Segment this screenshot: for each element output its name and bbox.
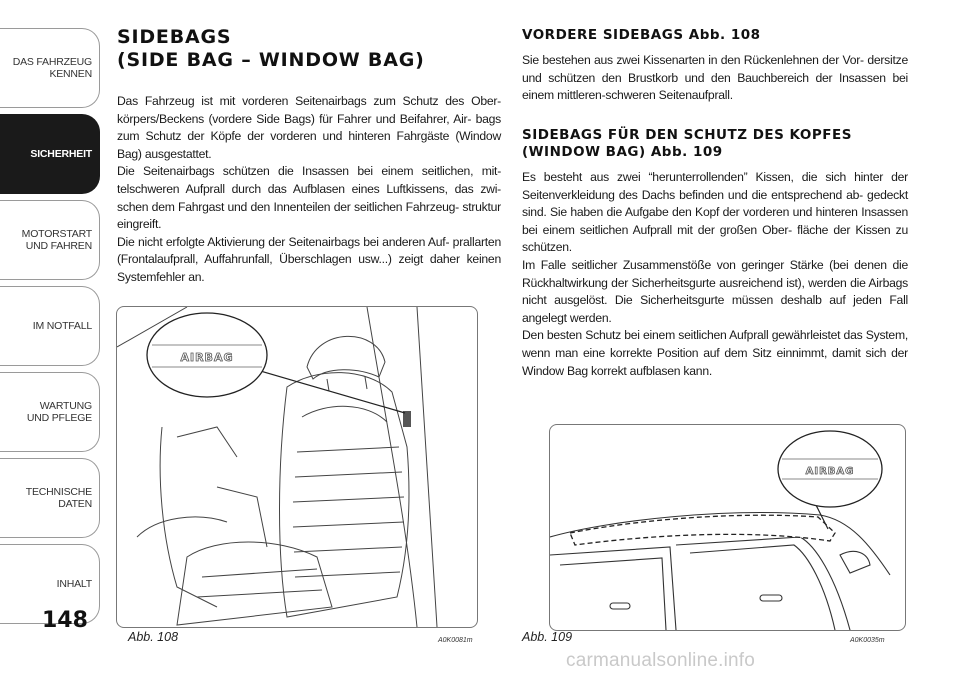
- tab-motorstart-und-fahren[interactable]: MOTORSTART UND FAHREN: [0, 200, 100, 280]
- left-paragraph: Die Seitenairbags schützen die Insassen bei einem seitlichen, mit- telschweren Aufprall durch das Aufblasen eines Luftkissens, das zwi- schen dem Fahrgast und den Innenteilen der seitlichen Fahrzeug- struktur eingreift.: [117, 164, 501, 232]
- right-paragraph: Sie bestehen aus zwei Kissenarten in den Rückenlehnen der Vor- dersitze und schützen den Brustkorb und den Bauchbereich der Insassen bei einem mittleren-schweren Seitenaufprall.: [522, 53, 908, 103]
- heading-window-bag: [522, 127, 852, 161]
- left-paragraph: Die nicht erfolgte Aktivierung der Seitenairbags bei anderen Auf- prallarten (Frontalaufprall, Auffahrunfall, Überschlagen usw...) zeigt daher keinen Systemfehler an.: [117, 234, 501, 284]
- tab-technische-daten[interactable]: TECHNISCHE DATEN: [0, 458, 100, 538]
- caption-109: Abb. 109: [522, 630, 573, 644]
- caption-108: Abb. 108: [128, 630, 179, 644]
- seat-illustration: [117, 307, 477, 627]
- page-title-line2: (SIDE BAG – WINDOW BAG): [117, 49, 425, 71]
- heading-window-bag-line2: (WINDOW BAG) Abb. 109: [522, 144, 723, 160]
- tab-wartung-und-pflege[interactable]: WARTUNG UND PFLEGE: [0, 372, 100, 452]
- right-paragraph: Im Falle seitlicher Zusammenstöße von geringer Stärke (bei denen die Rückhaltwirkung der Sicherheitsgurte ausreichend ist), werden die Airbags nicht ausgelöst. Die Sicherheitsgurte müssen deshalb auf jeden Fall angelegt werden.: [522, 257, 908, 325]
- window-bag-outline: [570, 515, 835, 545]
- image-code-109: A0K0035m: [850, 637, 885, 644]
- tab-im-notfall[interactable]: IM NOTFALL: [0, 286, 100, 366]
- page-number: 148: [42, 608, 88, 633]
- heading-vordere-sidebags: VORDERE SIDEBAGS Abb. 108: [522, 27, 761, 43]
- figure-108-seat-airbag: [116, 306, 478, 628]
- window-bag-illustration: [550, 425, 905, 630]
- watermark: carmanualsonline.info: [566, 650, 756, 671]
- right-body-text-2: [522, 169, 908, 380]
- airbag-label-109: AIRBAG: [805, 466, 855, 477]
- figure-109-window-bag: [549, 424, 906, 631]
- right-body-text-1: [522, 52, 908, 105]
- tab-inhalt[interactable]: INHALT: [0, 544, 100, 624]
- left-paragraph: Das Fahrzeug ist mit vorderen Seitenairbags zum Schutz des Ober- körpers/Beckens (vordere Side Bags) für Fahrer und Beifahrer, Air- bags zum Schutz der Köpfe der vorderen und hinteren Fahrgäste (Window Bag) ausgestattet.: [117, 94, 501, 161]
- left-body-text: [117, 93, 501, 287]
- tab-das-fahrzeug-kennen[interactable]: DAS FAHRZEUG KENNEN: [0, 28, 100, 108]
- page-title-line1: SIDEBAGS: [117, 26, 232, 48]
- right-paragraph: Den besten Schutz bei einem seitlichen Aufprall gewährleistet das System, wenn man eine korrekte Position auf dem Sitz einnimmt, damit sich der Window Bag korrekt aufblasen kann.: [522, 328, 908, 378]
- page-title: [117, 26, 425, 72]
- airbag-label-108: AIRBAG: [180, 351, 234, 364]
- airbag-location-marker: [403, 411, 411, 427]
- tab-sicherheit[interactable]: SICHERHEIT: [0, 114, 100, 194]
- heading-window-bag-line1: SIDEBAGS FÜR DEN SCHUTZ DES KOPFES: [522, 127, 852, 143]
- right-paragraph: Es besteht aus zwei “herunterrollenden” Kissen, die sich hinter der Seitenverkleidung des Dachs befinden und die entsprechend ab- gedeckt sind. Sie haben die Aufgabe den Kopf der vorderen und hinteren Insassen bei einem seitlichen Aufprall mit der großen Ober- fläche der Kissen zu schützen.: [522, 170, 908, 255]
- image-code-108: A0K0081m: [438, 637, 473, 644]
